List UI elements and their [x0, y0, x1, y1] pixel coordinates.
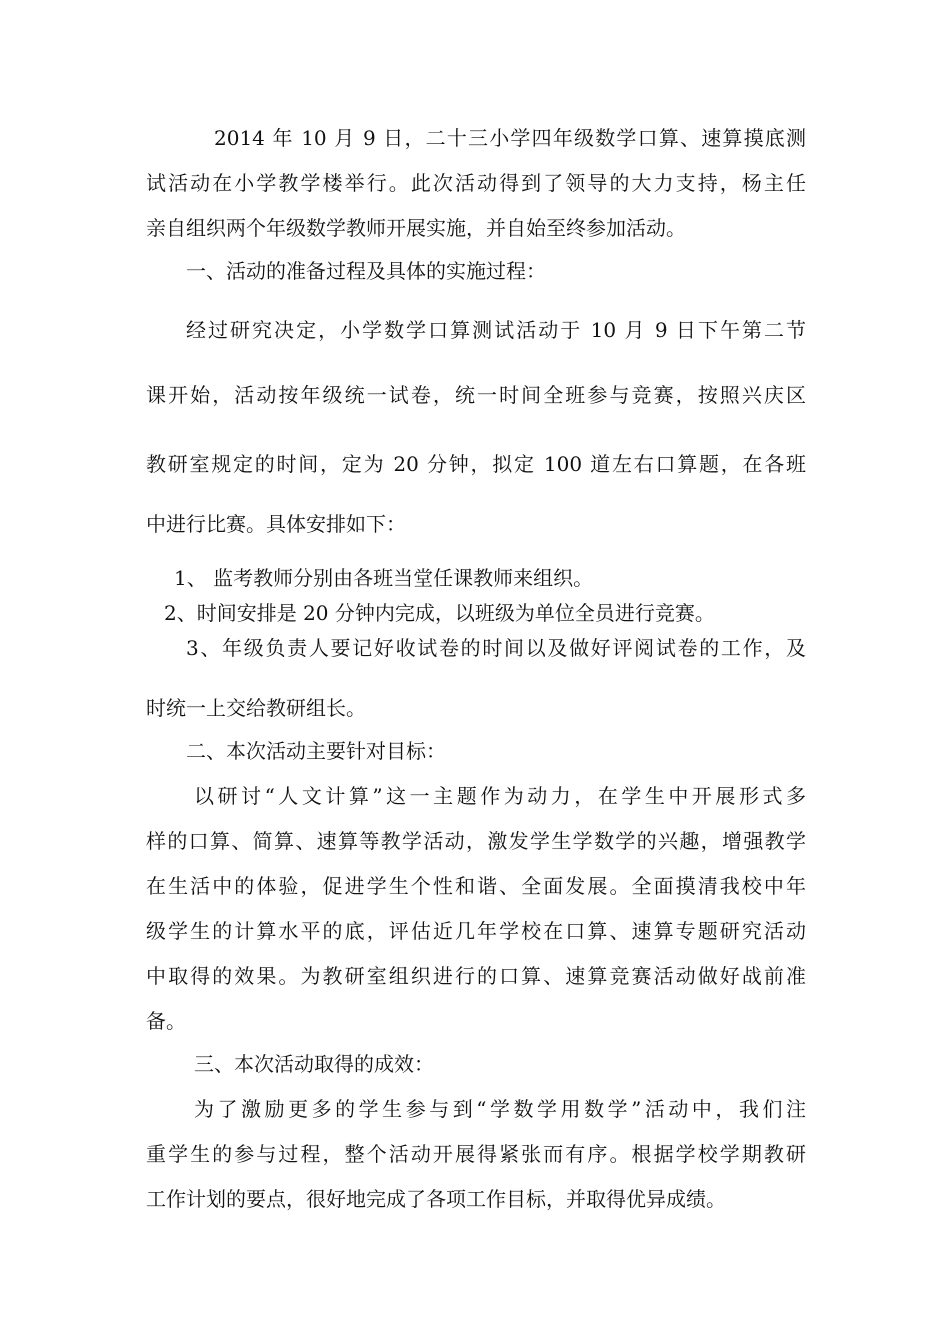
section2-para-line-1: 以研讨“人文计算”这一主题作为动力，在学生中开展形式多	[194, 784, 806, 808]
section2-para-line-5: 中取得的效果。为教研室组织进行的口算、速算竞赛活动做好战前准	[146, 964, 806, 988]
section3-para-line-1: 为了激励更多的学生参与到“学数学用数学”活动中，我们注	[194, 1097, 806, 1121]
list-item-3: 3、年级负责人要记好收试卷的时间以及做好评阅试卷的工作，及	[186, 636, 806, 660]
intro-line-1: 2014 年 10 月 9 日，二十三小学四年级数学口算、速算摸底测	[214, 126, 806, 150]
section2-para-line-2: 样的口算、简算、速算等教学活动，激发学生学数学的兴趣，增强教学	[146, 829, 806, 853]
list-item-3-cont: 时统一上交给教研组长。	[146, 696, 366, 720]
section1-para-line-3: 教研室规定的时间，定为 20 分钟，拟定 100 道左右口算题，在各班	[146, 452, 806, 476]
list-item-1: 1、 监考教师分别由各班当堂任课教师来组织。	[174, 566, 594, 590]
section1-para-line-1: 经过研究决定，小学数学口算测试活动于 10 月 9 日下午第二节	[186, 318, 806, 342]
section1-heading: 一、活动的准备过程及具体的实施过程：	[186, 259, 546, 283]
intro-line-3: 亲自组织两个年级数学教师开展实施，并自始至终参加活动。	[146, 216, 686, 240]
section3-para-line-2: 重学生的参与过程，整个活动开展得紧张而有序。根据学校学期教研	[146, 1142, 806, 1166]
intro-line-2: 试活动在小学教学楼举行。此次活动得到了领导的大力支持，杨主任	[146, 171, 806, 195]
section2-para-line-6: 备。	[146, 1009, 186, 1033]
list-item-2: 2、时间安排是 20 分钟内完成，以班级为单位全员进行竞赛。	[164, 601, 715, 625]
section2-para-line-4: 级学生的计算水平的底，评估近几年学校在口算、速算专题研究活动	[146, 919, 806, 943]
section2-heading: 二、本次活动主要针对目标：	[186, 739, 446, 763]
section2-para-line-3: 在生活中的体验，促进学生个性和谐、全面发展。全面摸清我校中年	[146, 874, 806, 898]
section1-para-line-2: 课开始，活动按年级统一试卷，统一时间全班参与竞赛，按照兴庆区	[146, 383, 806, 407]
section1-para-line-4: 中进行比赛。具体安排如下：	[146, 512, 406, 536]
section3-para-line-3: 工作计划的要点，很好地完成了各项工作目标，并取得优异成绩。	[146, 1187, 726, 1211]
section3-heading: 三、本次活动取得的成效：	[194, 1052, 434, 1076]
